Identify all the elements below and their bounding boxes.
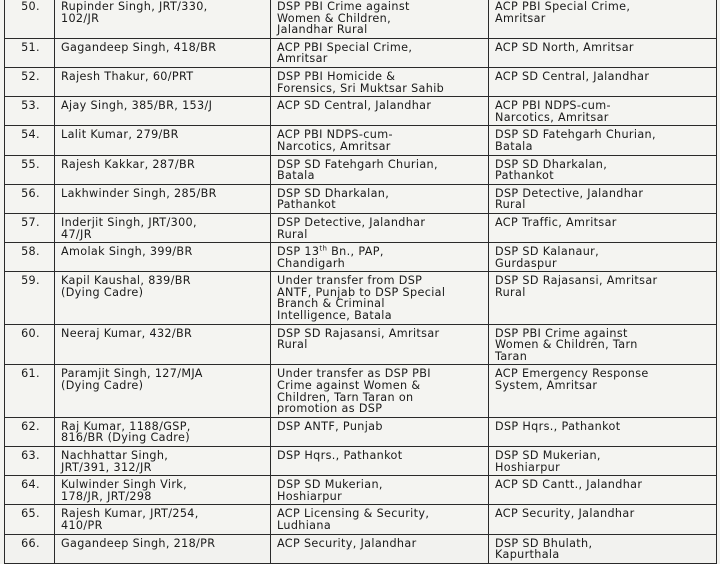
from-posting-cell xyxy=(271,447,489,476)
officer-name-cell-line: Gagandeep Singh, 418/BR xyxy=(61,40,217,54)
to-posting-cell xyxy=(489,476,717,505)
from-posting-cell-line: Ludhiana xyxy=(277,518,332,532)
from-posting-cell-line: ACP PBI NDPS-cum- xyxy=(277,128,393,142)
officer-name-cell-line: Kulwinder Singh Virk, xyxy=(61,478,188,492)
officer-name-cell xyxy=(55,272,271,324)
from-posting-cell-line: Under transfer as DSP PBI xyxy=(277,367,431,381)
table-row xyxy=(5,67,717,96)
from-posting-cell-line: DSP SD Rajasansi, Amritsar xyxy=(277,326,440,340)
from-posting-cell xyxy=(271,243,489,272)
serial-number-cell: 60. xyxy=(5,324,55,365)
officer-name-cell xyxy=(55,0,271,38)
to-posting-cell xyxy=(489,365,717,417)
officer-name-cell xyxy=(55,155,271,184)
from-posting-cell-line: Intelligence, Batala xyxy=(277,309,392,323)
to-posting-cell-line: Hoshiarpur xyxy=(495,460,561,474)
serial-number-cell: 58. xyxy=(5,243,55,272)
to-posting-cell-line: DSP Hqrs., Pathankot xyxy=(495,419,621,433)
table-row xyxy=(5,272,717,324)
from-posting-cell-line: ACP Security, Jalandhar xyxy=(277,536,417,550)
serial-number-cell: 57. xyxy=(5,213,55,242)
officer-name-cell-line: Rajesh Kakkar, 287/BR xyxy=(61,157,196,171)
table-row xyxy=(5,97,717,126)
table-row xyxy=(5,324,717,365)
table-row xyxy=(5,365,717,417)
from-posting-cell xyxy=(271,417,489,446)
from-posting-cell xyxy=(271,97,489,126)
officer-name-cell-line: JRT/391, 312/JR xyxy=(61,460,152,474)
from-posting-cell xyxy=(271,324,489,365)
from-posting-cell-line xyxy=(277,246,484,258)
to-posting-cell-line: Amritsar xyxy=(495,11,546,25)
to-posting-cell xyxy=(489,324,717,365)
to-posting-cell-line: Batala xyxy=(495,139,533,153)
to-posting-cell-line: Narcotics, Amritsar xyxy=(495,110,609,124)
officer-name-cell xyxy=(55,476,271,505)
to-posting-cell-line: DSP SD Kalanaur, xyxy=(495,245,600,259)
from-posting-cell-line: DSP PBI Homicide & xyxy=(277,69,396,83)
to-posting-cell xyxy=(489,184,717,213)
from-posting-cell-line: Women & Children, xyxy=(277,11,392,25)
table-row xyxy=(5,505,717,534)
serial-number-cell: 65. xyxy=(5,505,55,534)
from-posting-cell-line: Pathankot xyxy=(277,198,336,212)
officer-name-cell-line: Neeraj Kumar, 432/BR xyxy=(61,326,193,340)
officer-name-cell-line: Lakhwinder Singh, 285/BR xyxy=(61,186,217,200)
officer-name-cell-line: 178/JR, JRT/298 xyxy=(61,489,152,503)
to-posting-cell xyxy=(489,213,717,242)
from-posting-cell xyxy=(271,0,489,38)
from-posting-cell xyxy=(271,534,489,563)
officer-name-cell-line: Nachhattar Singh, xyxy=(61,449,169,462)
from-posting-cell-line: Branch & Criminal xyxy=(277,297,385,311)
table-row xyxy=(5,534,717,563)
to-posting-cell xyxy=(489,0,717,38)
to-posting-cell-line: Rural xyxy=(495,198,526,212)
from-posting-cell-line: Crime against Women & xyxy=(277,379,421,393)
serial-number-cell: 66. xyxy=(5,534,55,563)
officer-name-cell-line: 102/JR xyxy=(61,11,100,25)
from-posting-cell xyxy=(271,476,489,505)
from-posting-cell-line: Hoshiarpur xyxy=(277,489,343,503)
serial-number-cell: 59. xyxy=(5,272,55,324)
to-posting-cell-line: ACP SD Cantt., Jalandhar xyxy=(495,478,643,492)
to-posting-cell xyxy=(489,126,717,155)
to-posting-cell-line: DSP SD Fatehgarh Churian, xyxy=(495,128,656,142)
to-posting-cell xyxy=(489,505,717,534)
to-posting-cell-line: Pathankot xyxy=(495,169,554,183)
to-posting-cell-line: ACP PBI NDPS-cum- xyxy=(495,99,611,113)
officer-name-cell-line: Rupinder Singh, JRT/330, xyxy=(61,0,208,13)
serial-number-cell: 53. xyxy=(5,97,55,126)
table-row xyxy=(5,417,717,446)
from-posting-cell-line: Rural xyxy=(277,227,308,241)
to-posting-cell-line: Kapurthala xyxy=(495,548,560,562)
from-posting-cell xyxy=(271,505,489,534)
to-posting-cell-line: DSP PBI Crime against xyxy=(495,326,628,340)
to-posting-cell-line: ACP SD Central, Jalandhar xyxy=(495,69,650,83)
table-row xyxy=(5,447,717,476)
from-posting-cell-line: Narcotics, Amritsar xyxy=(277,139,391,153)
from-posting-cell-line: DSP Hqrs., Pathankot xyxy=(277,449,403,462)
to-posting-cell-line: DSP Detective, Jalandhar xyxy=(495,186,644,200)
from-posting-cell-line: Jalandhar Rural xyxy=(277,23,368,37)
officer-name-cell xyxy=(55,365,271,417)
from-posting-cell-line: Batala xyxy=(277,169,315,183)
to-posting-cell xyxy=(489,534,717,563)
from-posting-text: DSP 13 xyxy=(277,245,320,259)
from-posting-cell-line: promotion as DSP xyxy=(277,402,383,416)
serial-number-cell: 63. xyxy=(5,447,55,476)
officer-name-cell-line: Paramjit Singh, 127/MJA xyxy=(61,367,203,381)
to-posting-cell-line: Women & Children, Tarn xyxy=(495,338,638,352)
to-posting-cell-line: DSP SD Dharkalan, xyxy=(495,157,608,171)
to-posting-cell-line: Gurdaspur xyxy=(495,256,557,270)
serial-number-cell: 52. xyxy=(5,67,55,96)
table-row xyxy=(5,126,717,155)
table-row xyxy=(5,38,717,67)
from-posting-cell-line: DSP PBI Crime against xyxy=(277,0,410,13)
table-body xyxy=(5,0,717,563)
from-posting-cell-line: Forensics, Sri Muktsar Sahib xyxy=(277,81,445,95)
serial-number-cell: 62. xyxy=(5,417,55,446)
serial-number-cell: 50. xyxy=(5,0,55,38)
from-posting-cell-line: DSP Detective, Jalandhar xyxy=(277,215,426,229)
officer-name-cell-line: Kapil Kaushal, 839/BR xyxy=(61,274,191,288)
officer-name-cell xyxy=(55,447,271,476)
from-posting-cell xyxy=(271,365,489,417)
officer-name-cell xyxy=(55,38,271,67)
to-posting-cell-line: ACP SD North, Amritsar xyxy=(495,40,634,54)
officer-name-cell xyxy=(55,126,271,155)
officer-name-cell-line: Rajesh Thakur, 60/PRT xyxy=(61,69,194,83)
to-posting-cell xyxy=(489,155,717,184)
to-posting-cell xyxy=(489,97,717,126)
officer-name-cell-line: Lalit Kumar, 279/BR xyxy=(61,128,179,142)
officer-name-cell-line: Inderjit Singh, JRT/300, xyxy=(61,215,197,229)
to-posting-cell xyxy=(489,272,717,324)
from-posting-cell xyxy=(271,38,489,67)
officer-name-cell xyxy=(55,184,271,213)
to-posting-cell-line: Rural xyxy=(495,285,526,299)
table-row xyxy=(5,155,717,184)
officer-name-cell-line: Ajay Singh, 385/BR, 153/J xyxy=(61,99,213,113)
ordinal-suffix: th xyxy=(319,244,328,253)
table-row xyxy=(5,184,717,213)
from-posting-cell-line: DSP SD Fatehgarh Churian, xyxy=(277,157,438,171)
officer-name-cell xyxy=(55,505,271,534)
officer-name-cell-line: (Dying Cadre) xyxy=(61,379,144,393)
serial-number-cell: 61. xyxy=(5,365,55,417)
officer-name-cell-line: (Dying Cadre) xyxy=(61,285,144,299)
from-posting-cell-line: DSP SD Dharkalan, xyxy=(277,186,390,200)
to-posting-cell-line: ACP Emergency Response xyxy=(495,367,649,381)
to-posting-cell-line: ACP Traffic, Amritsar xyxy=(495,215,617,229)
from-posting-cell xyxy=(271,155,489,184)
serial-number-cell: 54. xyxy=(5,126,55,155)
from-posting-cell xyxy=(271,67,489,96)
from-posting-cell-line: Rural xyxy=(277,338,308,352)
officer-name-cell-line: Rajesh Kumar, JRT/254, xyxy=(61,507,199,521)
to-posting-cell-line: DSP SD Bhulath, xyxy=(495,536,593,550)
from-posting-cell xyxy=(271,213,489,242)
from-posting-cell-line: DSP ANTF, Punjab xyxy=(277,419,383,433)
officer-name-cell xyxy=(55,417,271,446)
to-posting-cell-line: DSP SD Mukerian, xyxy=(495,449,601,462)
officer-name-cell-line: 410/PR xyxy=(61,518,103,532)
serial-number-cell: 51. xyxy=(5,38,55,67)
to-posting-cell xyxy=(489,417,717,446)
from-posting-cell-line: ANTF, Punjab to DSP Special xyxy=(277,285,446,299)
to-posting-cell-line: System, Amritsar xyxy=(495,379,598,393)
from-posting-cell xyxy=(271,126,489,155)
table-row xyxy=(5,0,717,38)
from-posting-cell xyxy=(271,272,489,324)
officer-name-cell xyxy=(55,213,271,242)
from-posting-cell-line: Children, Tarn Taran on xyxy=(277,390,414,404)
table-row xyxy=(5,213,717,242)
serial-number-cell: 55. xyxy=(5,155,55,184)
to-posting-cell xyxy=(489,447,717,476)
from-posting-cell xyxy=(271,184,489,213)
officer-name-cell-line: Raj Kumar, 1188/GSP, xyxy=(61,419,191,433)
officer-name-cell xyxy=(55,67,271,96)
to-posting-cell-line: ACP PBI Special Crime, xyxy=(495,0,631,13)
officer-name-cell-line: 816/BR (Dying Cadre) xyxy=(61,431,190,445)
to-posting-cell xyxy=(489,67,717,96)
serial-number-cell: 56. xyxy=(5,184,55,213)
officer-name-cell-line: Gagandeep Singh, 218/PR xyxy=(61,536,216,550)
from-posting-text: Bn., PAP, xyxy=(327,245,384,259)
officer-name-cell-line: Amolak Singh, 399/BR xyxy=(61,245,193,259)
officer-name-cell-line: 47/JR xyxy=(61,227,92,241)
officer-name-cell xyxy=(55,534,271,563)
from-posting-cell-line: ACP PBI Special Crime, xyxy=(277,40,413,54)
serial-number-cell: 64. xyxy=(5,476,55,505)
table-row xyxy=(5,243,717,272)
to-posting-cell-line: DSP SD Rajasansi, Amritsar xyxy=(495,274,658,288)
table-row xyxy=(5,476,717,505)
from-posting-cell-line: DSP SD Mukerian, xyxy=(277,478,383,492)
from-posting-cell-line: ACP Licensing & Security, xyxy=(277,507,430,521)
from-posting-cell-line: Amritsar xyxy=(277,52,328,66)
officer-name-cell xyxy=(55,243,271,272)
from-posting-cell-line: Under transfer from DSP xyxy=(277,274,423,288)
from-posting-cell-line: ACP SD Central, Jalandhar xyxy=(277,99,432,113)
from-posting-cell-line: Chandigarh xyxy=(277,256,346,270)
to-posting-cell-line: ACP Security, Jalandhar xyxy=(495,507,635,521)
to-posting-cell-line: Taran xyxy=(495,349,528,363)
officer-name-cell xyxy=(55,97,271,126)
officer-name-cell xyxy=(55,324,271,365)
to-posting-cell xyxy=(489,243,717,272)
to-posting-cell xyxy=(489,38,717,67)
transfer-table xyxy=(4,0,717,564)
